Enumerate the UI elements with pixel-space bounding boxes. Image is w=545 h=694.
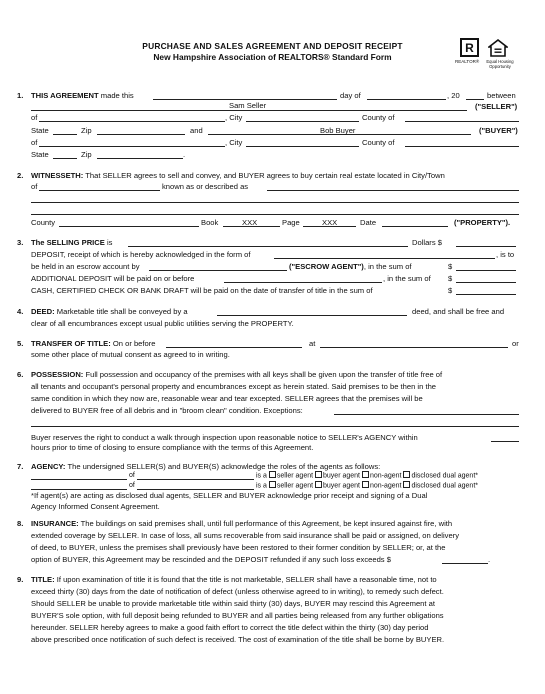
equal-housing-icon xyxy=(488,39,508,57)
property-description-line-3[interactable] xyxy=(31,214,519,215)
buyer-tag: ("BUYER") xyxy=(479,126,518,135)
seller-zip-field[interactable] xyxy=(97,134,185,135)
date-field[interactable] xyxy=(382,226,448,227)
form-page: PURCHASE AND SALES AGREEMENT AND DEPOSIT RECEIPT New Hampshire Association of REALTORS® Standard Form R REALTOR® Equal Housing Opportunity 1. THIS AGREEMENT made this day of , 20 between Sam Seller ("SELLER") of , City County of State Zip and Bob Buyer ("BUYER") of , City County of State Zip . 2. WITNESSETH: That SELLER agrees to sell and convey, and BUYER agrees to buy certain real estate located in City/Town of known as or described as County Book XXX Page XXX Date ("PROPERTY"). 3. The SELLING PRICE is Dollars $ DEPOSIT, receipt of which is hereby acknowledged in the form of , is to be held in an escrow account by ("ESCROW AGENT"), in the sum of $ ADDITIONAL DEPOSIT will be paid on or before , in the sum of $ CASH, CERTIFIED CHECK OR BANK DRAFT will be paid on the date of transfer of title in the sum of $ 4. DEED: Marketable title shall be conveyed by a deed, and shall be free and clear of all encumbrances except usual public utilities serving the PROPERTY. 5. TRANSFER OF TITLE: On or before at or some other place of mutual consent as agreed to in writing. 6. POSSESSION: Full possession and occupancy of the premises with all keys shall be given upon the transfer of title free of all tenants and occupant's personal property and encumbrances except as herein stated. Said premises to be then in the same condition in which they now are, reasonable wear and tear excepted. SELLER agrees that the premises will be delivered to BUYER free of all debris and in "broom clean" condition. Exceptions: Buyer reserves the right to conduct a walk through inspection upon reasonable notice to SELLER's AGENCY within hours prior to time of closing to ensure compliance with the terms of this Agreement. 7. AGENCY: The undersigned SELLER(S) and BUYER(S) acknowledge the roles of the agents as follows: of is a seller agent buyer agent non-agent disclosed dual agent* of is a seller agent buyer agent non-agent disclosed dual agent* *If agent(s) are acting as disclosed dual agents, SELLER and BUYER acknowledge prior receipt and signing of a Dual Agency Informed Consent Agreement. 8. INSURANCE: The buildings on said premises shall, until full performance of this Agreement, be kept insured against fire, with extended coverage by SELLER. In case of loss, all sums recoverable from said insurance shall be paid or assigned, on delivery of deed, to BUYER, unless the premises shall previously have been restored to their former condition by SELLER; or, at the option of BUYER, this Agreement may be rescinded and the DEPOSIT refunded if any such loss exceeds $ . 9. TITLE: If upon examination of title it is found that the title is not marketable, SELLER shall have a reasonable time, not to exceed thirty (30) days from the date of notification of defect (unless otherwise agreed to in writing), to remedy such defect. Should SELLER be unable to provide marketable title within said thirty (30) days, BUYER may rescind this Agreement at BUYER'S sole option, with full deposit being refunded to BUYER and all parties being released from any further obligations hereunder. SELLER hereby agrees to make a good faith effort to correct the title defect within the thirty (30) day period above prescribed once notification of such defect is received. The cost of examination of the title shall be borne by BUYER. xyxy=(0,0,545,694)
transfer-date-field[interactable] xyxy=(166,347,302,348)
deed-type-field[interactable] xyxy=(217,315,407,316)
buyer-state-field[interactable] xyxy=(53,158,77,159)
county-field[interactable] xyxy=(59,226,199,227)
buyer-name-value: Bob Buyer xyxy=(320,126,356,135)
city-town-field[interactable] xyxy=(39,190,160,191)
form-subtitle: New Hampshire Association of REALTORS® Standard Form xyxy=(153,52,392,62)
non-agent-checkbox[interactable] xyxy=(362,471,369,478)
dual-agent-checkbox[interactable] xyxy=(403,481,410,488)
book-value: XXX xyxy=(242,218,258,227)
equal-housing-label: Equal Housing Opportunity xyxy=(486,59,514,69)
buyer-address-field[interactable] xyxy=(39,146,225,147)
agreement-line: THIS AGREEMENT made this xyxy=(31,91,134,100)
exceptions-line-2[interactable] xyxy=(31,426,519,427)
seller-agent-checkbox[interactable] xyxy=(269,471,276,478)
cash-sum-field[interactable] xyxy=(456,294,516,295)
selling-price-amount-field[interactable] xyxy=(456,246,516,247)
additional-deposit-sum-field[interactable] xyxy=(456,282,516,283)
realtor-logo-icon: R xyxy=(460,38,479,57)
seller-county-field[interactable] xyxy=(405,121,519,122)
agent-2-firm-field[interactable] xyxy=(137,489,254,490)
seller-tag: ("SELLER") xyxy=(475,102,518,111)
dual-agent-checkbox[interactable] xyxy=(403,471,410,478)
agent-1-firm-field[interactable] xyxy=(137,479,254,480)
property-description-line-2[interactable] xyxy=(31,202,519,203)
property-tag: ("PROPERTY"). xyxy=(454,218,511,227)
section-number: 1. xyxy=(17,91,24,100)
buyer-county-field[interactable] xyxy=(405,146,519,147)
buyer-zip-field[interactable] xyxy=(97,158,183,159)
deposit-form-field[interactable] xyxy=(274,258,495,259)
insurance-loss-amount-field[interactable] xyxy=(442,563,488,564)
agent-2-name-field[interactable] xyxy=(31,489,127,490)
additional-deposit-date-field[interactable] xyxy=(224,282,382,283)
realtor-label: REALTOR® xyxy=(455,59,480,64)
buyer-city-field[interactable] xyxy=(246,146,359,147)
agreement-month-field[interactable] xyxy=(367,99,446,100)
seller-address-field[interactable] xyxy=(39,121,225,122)
form-title: PURCHASE AND SALES AGREEMENT AND DEPOSIT RECEIPT xyxy=(142,41,403,51)
agent-1-name-field[interactable] xyxy=(31,479,127,480)
selling-price-words-field[interactable] xyxy=(128,246,408,247)
walkthrough-hours-field[interactable] xyxy=(491,441,519,442)
seller-city-field[interactable] xyxy=(246,121,359,122)
escrow-sum-field[interactable] xyxy=(456,270,516,271)
agreement-year-field[interactable] xyxy=(466,99,484,100)
logos xyxy=(455,38,535,74)
witnesseth-line: WITNESSETH: That SELLER agrees to sell and convey, and BUYER agrees to buy certain real estate located in City/Town xyxy=(31,171,445,180)
selling-price-line: The SELLING PRICE is xyxy=(31,238,113,247)
exceptions-field[interactable] xyxy=(334,414,519,415)
agreement-day-field[interactable] xyxy=(153,99,337,100)
seller-name-value: Sam Seller xyxy=(229,101,267,110)
non-agent-checkbox[interactable] xyxy=(362,481,369,488)
transfer-place-field[interactable] xyxy=(320,347,508,348)
property-description-field[interactable] xyxy=(267,190,519,191)
escrow-agent-field[interactable] xyxy=(149,270,287,271)
seller-name-field[interactable] xyxy=(31,110,467,111)
buyer-agent-checkbox[interactable] xyxy=(315,481,322,488)
seller-agent-checkbox[interactable] xyxy=(269,481,276,488)
seller-state-field[interactable] xyxy=(53,134,77,135)
buyer-agent-checkbox[interactable] xyxy=(315,471,322,478)
page-value: XXX xyxy=(322,218,338,227)
